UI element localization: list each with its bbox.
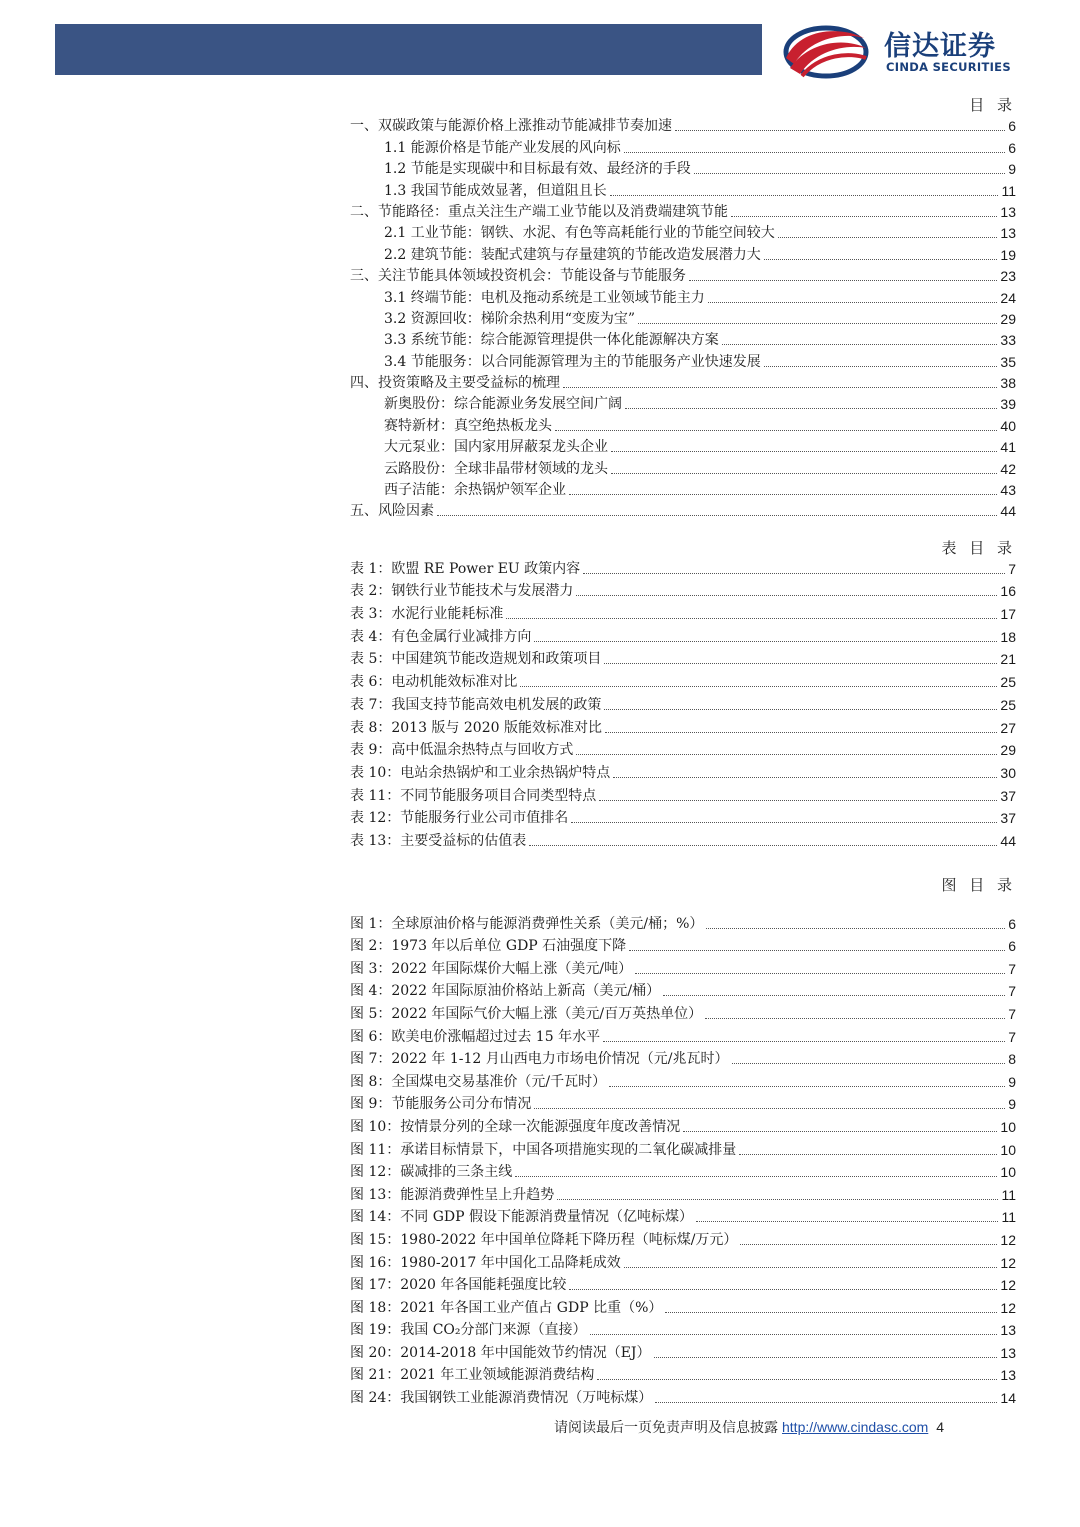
figure-list-entry-label: 图 11：承诺目标情景下，中国各项措施实现的二氧化碳减排量 <box>350 1141 737 1158</box>
dot-leader <box>576 754 997 755</box>
figure-list-entry-page: 7 <box>1008 983 1016 1000</box>
dot-leader <box>590 1334 998 1335</box>
table-list-entry[interactable] <box>350 827 1016 850</box>
dot-leader <box>599 800 997 801</box>
dot-leader <box>515 1176 997 1177</box>
dot-leader <box>705 1018 1005 1019</box>
contents-entry-page: 19 <box>1000 246 1016 263</box>
figure-list-entry-label: 图 10：按情景分列的全球一次能源强度年度改善情况 <box>350 1118 681 1135</box>
dot-leader <box>706 928 1005 929</box>
table-list-entry-label: 表 3：水泥行业能耗标准 <box>350 606 504 623</box>
figure-list-entry-page: 7 <box>1008 1005 1016 1022</box>
figure-list-entry[interactable] <box>350 1068 1016 1091</box>
contents-entry-page: 6 <box>1008 118 1016 135</box>
contents-entry-label: 3.3 系统节能：综合能源管理提供一体化能源解决方案 <box>384 332 719 349</box>
contents-entry-label: 西子洁能：余热锅炉领军企业 <box>384 482 566 499</box>
table-list-entry-page: 17 <box>1000 606 1016 623</box>
contents-entry-page: 33 <box>1000 332 1016 349</box>
dot-leader <box>506 618 997 619</box>
contents-entry-page: 13 <box>1000 225 1016 242</box>
dot-leader <box>520 686 997 687</box>
table-list-entry-label: 表 13：主要受益标的估值表 <box>350 832 527 849</box>
figure-list-entry-label: 图 7：2022 年 1-12 月山西电力市场电价情况（元/兆瓦时） <box>350 1051 729 1068</box>
figure-list-entry-page: 13 <box>1000 1322 1016 1339</box>
contents-entry[interactable] <box>350 307 1016 328</box>
figure-list-entry-label: 图 24：我国钢铁工业能源消费情况（万吨标煤） <box>350 1390 653 1407</box>
contents-entry-page: 43 <box>1000 482 1016 499</box>
table-list-entry-label: 表 4：有色金属行业减排方向 <box>350 628 532 645</box>
figure-list-entry-label: 图 16：1980-2017 年中国化工品降耗成效 <box>350 1254 621 1271</box>
figure-list-entry-page: 11 <box>1001 1186 1016 1203</box>
figure-list-entry[interactable] <box>350 1317 1016 1340</box>
contents-entry[interactable] <box>350 178 1016 199</box>
figure-list-entry-page: 12 <box>1000 1254 1016 1271</box>
table-list-entry-page: 44 <box>1000 832 1016 849</box>
dot-leader <box>611 451 997 452</box>
table-list-entry-label: 表 7：我国支持节能高效电机发展的政策 <box>350 696 602 713</box>
dot-leader <box>583 573 1005 574</box>
contents-entry-page: 6 <box>1008 139 1016 156</box>
table-list-entry-label: 表 6：电动机能效标准对比 <box>350 674 518 691</box>
figure-list-entry[interactable] <box>350 1249 1016 1272</box>
contents-entry-page: 23 <box>1000 268 1016 285</box>
dot-leader <box>731 216 997 217</box>
figure-list-entry-page: 14 <box>1000 1390 1016 1407</box>
figure-list-entry-label: 图 4：2022 年国际原油价格站上新高（美元/桶） <box>350 983 661 1000</box>
table-list-entry-label: 表 10：电站余热锅炉和工业余热锅炉特点 <box>350 764 611 781</box>
figure-list-entry[interactable] <box>350 933 1016 956</box>
dot-leader <box>739 1154 997 1155</box>
table-list-entry[interactable] <box>350 555 1016 578</box>
contents-entry[interactable] <box>350 456 1016 477</box>
figure-list-entry-label: 图 2：1973 年以后单位 GDP 石油强度下降 <box>350 938 627 955</box>
table-list-entry-page: 7 <box>1008 560 1016 577</box>
table-list-entry-page: 27 <box>1000 719 1016 736</box>
figure-list-entry-label: 图 19：我国 CO₂分部门来源（直接） <box>350 1322 587 1339</box>
contents-entry[interactable] <box>350 285 1016 306</box>
dot-leader <box>722 344 998 345</box>
figure-list-entry-page: 12 <box>1000 1299 1016 1316</box>
contents-entry-page: 9 <box>1008 161 1016 178</box>
contents-entry-page: 13 <box>1000 203 1016 220</box>
figure-list-entry-label: 图 9：节能服务公司分布情况 <box>350 1096 532 1113</box>
dot-leader <box>563 387 997 388</box>
contents-entry[interactable] <box>350 157 1016 178</box>
table-list-entry[interactable] <box>350 714 1016 737</box>
table-list-entry-page: 25 <box>1000 674 1016 691</box>
contents-entry[interactable] <box>350 264 1016 285</box>
contents-entry[interactable] <box>350 242 1016 263</box>
figure-list-entry-label: 图 14：不同 GDP 假设下能源消费量情况（亿吨标煤） <box>350 1209 693 1226</box>
table-list-entry-label: 表 1：欧盟 RE Power EU 政策内容 <box>350 560 581 577</box>
table-list-entry-label: 表 2：钢铁行业节能技术与发展潜力 <box>350 583 574 600</box>
dot-leader <box>683 1131 997 1132</box>
dot-leader <box>569 1289 997 1290</box>
contents-entry[interactable] <box>350 499 1016 520</box>
footer <box>554 1417 944 1437</box>
table-list-entry[interactable] <box>350 600 1016 623</box>
figure-list-entry[interactable] <box>350 1272 1016 1295</box>
dot-leader <box>625 408 997 409</box>
header-bar <box>55 24 762 75</box>
contents-entry-label: 新奥股份：综合能源业务发展空间广阔 <box>384 396 622 413</box>
figure-list-entry-page: 12 <box>1000 1231 1016 1248</box>
contents-entry-page: 40 <box>1000 417 1016 434</box>
contents-entry-label: 2.2 建筑节能：装配式建筑与存量建筑的节能改造发展潜力大 <box>384 246 761 263</box>
dot-leader <box>605 732 997 733</box>
dot-leader <box>629 950 1005 951</box>
contents-entry-page: 38 <box>1000 375 1016 392</box>
contents-entry-page: 41 <box>1000 439 1016 456</box>
figure-list-entry-page: 11 <box>1001 1209 1016 1226</box>
contents-entry[interactable] <box>350 435 1016 456</box>
dot-leader <box>655 1402 997 1403</box>
table-list-entry[interactable] <box>350 578 1016 601</box>
figure-list-entry-page: 13 <box>1000 1344 1016 1361</box>
contents-entry-page: 39 <box>1000 396 1016 413</box>
dot-leader <box>732 1063 1006 1064</box>
contents-entry-page: 44 <box>1000 503 1016 520</box>
table-list-entry-page: 37 <box>1000 810 1016 827</box>
dot-leader <box>555 430 997 431</box>
figure-list-entry-page: 13 <box>1000 1367 1016 1384</box>
dot-leader <box>778 237 998 238</box>
dot-leader <box>675 130 1005 131</box>
contents-entry-page: 24 <box>1000 289 1016 306</box>
figure-list-entry-label: 图 8：全国煤电交易基准价（元/千瓦时） <box>350 1073 607 1090</box>
table-list-entry-page: 25 <box>1000 696 1016 713</box>
figure-list-entry-page: 9 <box>1008 1096 1016 1113</box>
dot-leader <box>708 302 998 303</box>
dot-leader <box>604 663 997 664</box>
table-list-entry[interactable] <box>350 668 1016 691</box>
figure-list-entry-page: 10 <box>1000 1118 1016 1135</box>
dot-leader <box>624 1267 998 1268</box>
table-list-entry[interactable] <box>350 805 1016 828</box>
figure-list-entry[interactable] <box>350 1362 1016 1385</box>
dot-leader <box>638 323 997 324</box>
dot-leader <box>654 1357 998 1358</box>
contents-entry[interactable] <box>350 328 1016 349</box>
contents-entry-label: 3.1 终端节能：电机及拖动系统是工业领域节能主力 <box>384 289 705 306</box>
figure-list-entry[interactable] <box>350 1136 1016 1159</box>
table-list-entry-label: 表 12：节能服务行业公司市值排名 <box>350 810 569 827</box>
figure-list-entry-label: 图 3：2022 年国际煤价大幅上涨（美元/吨） <box>350 960 633 977</box>
contents-entry-label: 大元泵业：国内家用屏蔽泵龙头企业 <box>384 439 608 456</box>
figure-list-entry[interactable] <box>350 978 1016 1001</box>
table-list-entry[interactable] <box>350 737 1016 760</box>
dot-leader <box>569 494 997 495</box>
logo-chinese-name: 信达证券 <box>884 31 996 62</box>
figure-list-entry-label: 图 6：欧美电价涨幅超过过去 15 年水平 <box>350 1028 601 1045</box>
figure-list-entry[interactable] <box>350 1023 1016 1046</box>
figure-list-entry-page: 8 <box>1008 1051 1016 1068</box>
contents-title: 目 录 <box>969 96 1016 114</box>
footer-disclaimer: 请阅读最后一页免责声明及信息披露 <box>554 1420 778 1436</box>
dot-leader <box>694 173 1005 174</box>
figure-list-entry[interactable] <box>350 910 1016 933</box>
figure-list-entry[interactable] <box>350 1339 1016 1362</box>
dot-leader <box>611 473 997 474</box>
table-list-entry[interactable] <box>350 759 1016 782</box>
contents-entry[interactable] <box>350 135 1016 156</box>
contents-entry[interactable] <box>350 200 1016 221</box>
contents-entry-label: 1.3 我国节能成效显著，但道阻且长 <box>384 182 607 199</box>
dot-leader <box>613 777 997 778</box>
contents-entry-label: 二、节能路径：重点关注生产端工业节能以及消费端建筑节能 <box>350 203 728 220</box>
figure-list-entry[interactable] <box>350 1046 1016 1069</box>
logo-english-name: CINDA SECURITIES <box>886 60 1011 74</box>
contents-entry-label: 五、风险因素 <box>350 503 434 520</box>
dot-leader <box>576 595 997 596</box>
dot-leader <box>437 515 997 516</box>
contents-entry-page: 29 <box>1000 310 1016 327</box>
contents-entry-label: 三、关注节能具体领域投资机会：节能设备与节能服务 <box>350 268 686 285</box>
dot-leader <box>557 1199 998 1200</box>
dot-leader <box>764 259 998 260</box>
contents-entry-label: 一、双碳政策与能源价格上涨推动节能减排节奏加速 <box>350 118 672 135</box>
table-list-entry-label: 表 8：2013 版与 2020 版能效标准对比 <box>350 719 602 736</box>
contents-entry-label: 3.2 资源回收：梯阶余热利用“变废为宝” <box>384 310 636 327</box>
figure-list-entry[interactable] <box>350 1204 1016 1227</box>
contents-entry-page: 42 <box>1000 460 1016 477</box>
figure-list-entry-label: 图 18：2021 年各国工业产值占 GDP 比重（%） <box>350 1299 663 1316</box>
dot-leader <box>534 641 997 642</box>
figure-list-entry[interactable] <box>350 1113 1016 1136</box>
contents-entry-label: 3.4 节能服务：以合同能源管理为主的节能服务产业快速发展 <box>384 353 761 370</box>
dot-leader <box>610 195 999 196</box>
figure-list-entry-page: 10 <box>1000 1141 1016 1158</box>
dot-leader <box>609 1086 1005 1087</box>
dot-leader <box>696 1221 998 1222</box>
figure-list-entry[interactable] <box>350 1181 1016 1204</box>
tables-list <box>350 555 1016 850</box>
table-list-entry[interactable] <box>350 646 1016 669</box>
figure-list-entry-page: 7 <box>1008 960 1016 977</box>
dot-leader <box>534 1108 1005 1109</box>
dot-leader <box>665 1312 997 1313</box>
figures-title: 图 目 录 <box>941 876 1016 894</box>
figure-list-entry[interactable] <box>350 1091 1016 1114</box>
contents-entry-label: 2.1 工业节能：钢铁、水泥、有色等高耗能行业的节能空间较大 <box>384 225 775 242</box>
figure-list-entry-label: 图 12：碳减排的三条主线 <box>350 1164 513 1181</box>
dot-leader <box>604 709 997 710</box>
contents-entry[interactable] <box>350 114 1016 135</box>
figure-list-entry[interactable] <box>350 1294 1016 1317</box>
figure-list-entry-label: 图 5：2022 年国际气价大幅上涨（美元/百万英热单位） <box>350 1005 703 1022</box>
dot-leader <box>603 1041 1005 1042</box>
figure-list-entry[interactable] <box>350 1159 1016 1182</box>
table-list-entry-label: 表 5：中国建筑节能改造规划和政策项目 <box>350 651 602 668</box>
figure-list-entry-label: 图 21：2021 年工业领域能源消费结构 <box>350 1367 595 1384</box>
contents-entry-label: 云路股份：全球非晶带材领域的龙头 <box>384 460 608 477</box>
cinda-logo-icon <box>780 18 870 80</box>
table-list-entry-label: 表 11：不同节能服务项目合同类型特点 <box>350 787 597 804</box>
contents-entry[interactable] <box>350 371 1016 392</box>
table-list-entry-page: 29 <box>1000 742 1016 759</box>
contents-entry-label: 四、投资策略及主要受益标的梳理 <box>350 375 560 392</box>
contents-entry[interactable] <box>350 349 1016 370</box>
table-list-entry-label: 表 9：高中低温余热特点与回收方式 <box>350 742 574 759</box>
dot-leader <box>624 152 1005 153</box>
table-list-entry-page: 18 <box>1000 628 1016 645</box>
contents-entry[interactable] <box>350 413 1016 434</box>
contents-entry-page: 11 <box>1001 182 1016 199</box>
dot-leader <box>764 366 998 367</box>
figure-list-entry-page: 6 <box>1008 915 1016 932</box>
figure-list-entry-page: 9 <box>1008 1073 1016 1090</box>
table-list-entry[interactable] <box>350 782 1016 805</box>
dot-leader <box>529 845 997 846</box>
dot-leader <box>689 280 997 281</box>
table-list-entry-page: 30 <box>1000 764 1016 781</box>
figure-list-entry-label: 图 13：能源消费弹性呈上升趋势 <box>350 1186 555 1203</box>
table-list-entry-page: 21 <box>1000 651 1016 668</box>
tables-title: 表 目 录 <box>941 539 1016 557</box>
contents-entry[interactable] <box>350 221 1016 242</box>
figure-list-entry[interactable] <box>350 1226 1016 1249</box>
figure-list-entry-page: 7 <box>1008 1028 1016 1045</box>
contents-entry-label: 1.2 节能是实现碳中和目标最有效、最经济的手段 <box>384 161 691 178</box>
dot-leader <box>740 1244 997 1245</box>
contents-entry-label: 赛特新材：真空绝热板龙头 <box>384 417 552 434</box>
figure-list-entry-label: 图 15：1980-2022 年中国单位降耗下降历程（吨标煤/万元） <box>350 1231 738 1248</box>
figure-list-entry[interactable] <box>350 1384 1016 1407</box>
figure-list-entry-label: 图 17：2020 年各国能耗强度比较 <box>350 1277 567 1294</box>
contents-entry-page: 35 <box>1000 353 1016 370</box>
figure-list-entry-label: 图 20：2014-2018 年中国能效节约情况（EJ） <box>350 1344 651 1361</box>
footer-url-link[interactable]: http://www.cindasc.com <box>782 1419 929 1435</box>
dot-leader <box>571 822 997 823</box>
figure-list-entry[interactable] <box>350 1000 1016 1023</box>
figure-list-entry-page: 6 <box>1008 938 1016 955</box>
dot-leader <box>663 995 1005 996</box>
dot-leader <box>635 973 1005 974</box>
table-list-entry-page: 37 <box>1000 787 1016 804</box>
figure-list-entry-label: 图 1：全球原油价格与能源消费弹性关系（美元/桶；%） <box>350 915 704 932</box>
figure-list-entry-page: 12 <box>1000 1277 1016 1294</box>
contents-list <box>350 114 1016 520</box>
contents-entry-label: 1.1 能源价格是节能产业发展的风向标 <box>384 139 621 156</box>
dot-leader <box>597 1379 997 1380</box>
contents-entry[interactable] <box>350 478 1016 499</box>
contents-entry[interactable] <box>350 392 1016 413</box>
table-list-entry[interactable] <box>350 691 1016 714</box>
table-list-entry[interactable] <box>350 623 1016 646</box>
figures-list <box>350 910 1016 1407</box>
figure-list-entry-page: 10 <box>1000 1164 1016 1181</box>
figure-list-entry[interactable] <box>350 955 1016 978</box>
table-list-entry-page: 16 <box>1000 583 1016 600</box>
logo <box>780 18 1050 80</box>
footer-page-number: 4 <box>936 1419 945 1435</box>
